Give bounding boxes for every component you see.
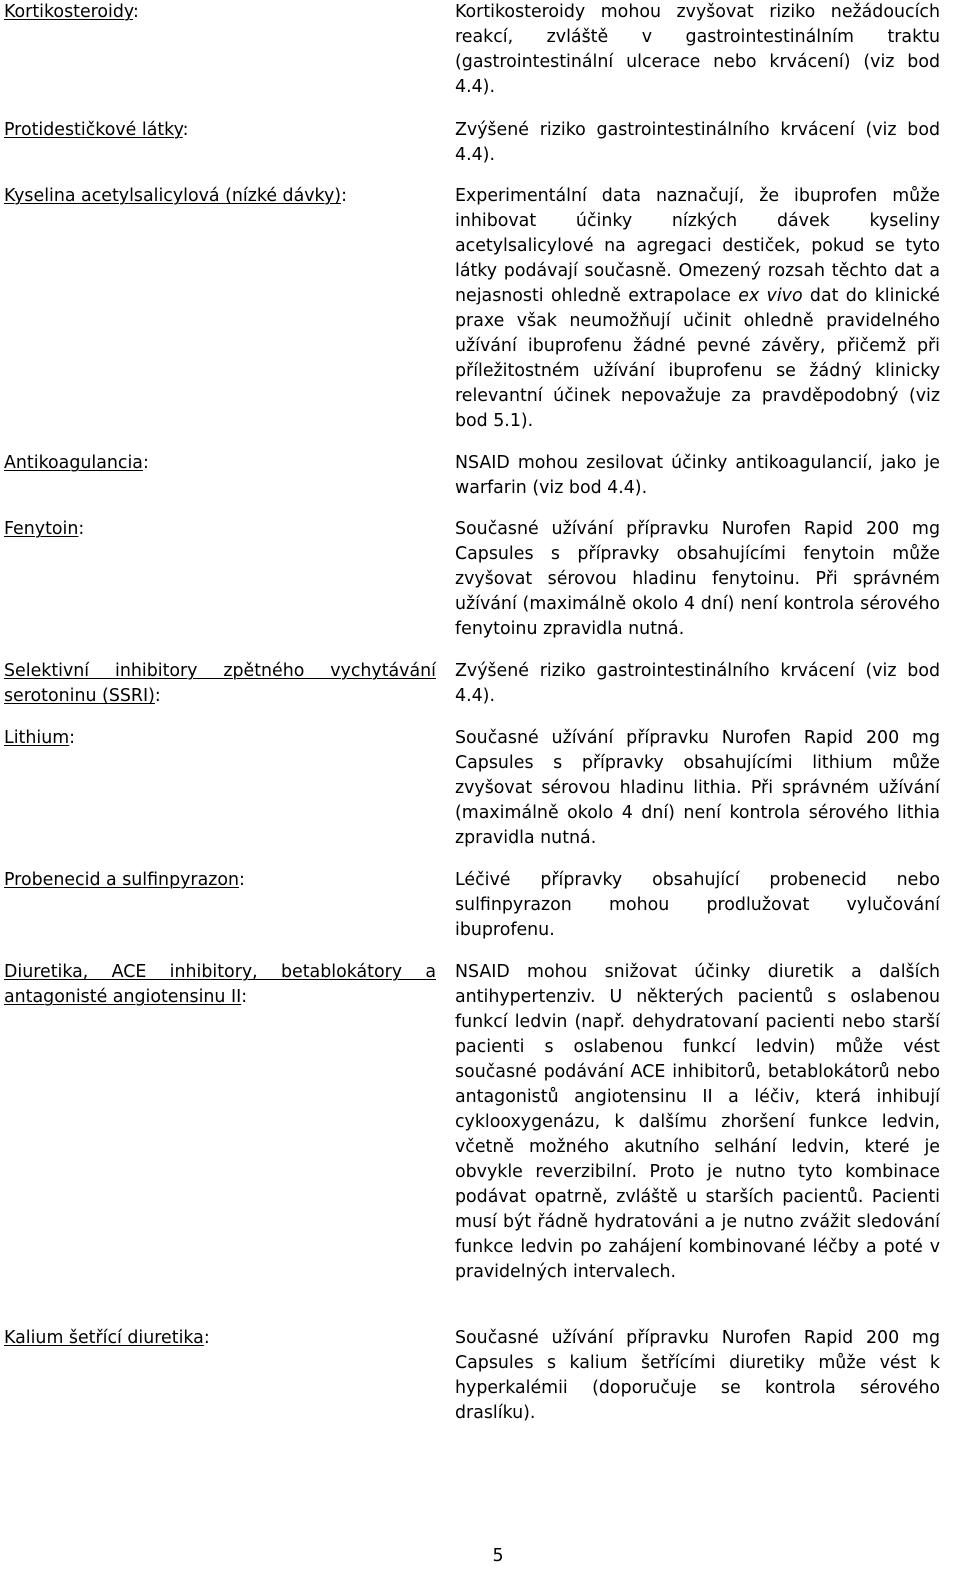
description-text: Současné užívání přípravku Nurofen Rapid 200 mg Capsules s přípravky obsahujícími fenytoin může zvyšovat sérovou hladinu fenytoinu. Při správném užívání (maximálně okolo 4 dní) není kontrola sérového fenytoinu zpravidla nutná. bbox=[455, 519, 940, 639]
description-text: Experimentální data naznačují, že ibuprofen může inhibovat účinky nízkých dávek kyseliny acetylsalicylové na agregaci destiček, pokud se tyto látky podávají současně. Omezený rozsah těchto dat a nejasnosti ohledně extrapolace bbox=[455, 186, 940, 306]
label-text: Kyselina acetylsalicylová (nízké dávky) bbox=[4, 186, 342, 206]
interaction-description bbox=[455, 451, 940, 501]
interaction-label bbox=[4, 960, 436, 1010]
label-text: Antikoagulancia bbox=[4, 453, 143, 473]
interaction-label bbox=[4, 0, 436, 25]
label-colon: : bbox=[203, 1328, 210, 1348]
description-text: NSAID mohou snižovat účinky diuretik a dalších antihypertenziv. U některých pacientů s oslabenou funkcí ledvin (např. dehydratovaní pacienti nebo starší pacienti s oslabenou funkcí ledvin) může vést současné podávání ACE inhibitorů, betablokátorů nebo antagonistů angiotensinu II a léčiv, která inhibují cyklooxygenázu, k dalšímu zhoršení funkce ledvin, včetně možného akutního selhání ledvin, které je obvykle reverzibilní. Proto je nutno tyto kombinace podávat opatrně, zvláště u starších pacientů. Pacienti musí být řádně hydratováni a je nutno zvážit sledování funkce ledvin po zahájení kombinované léčby a poté v pravidelných intervalech. bbox=[455, 962, 940, 1282]
label-text: Protidestičkové látky bbox=[4, 120, 183, 140]
label-text: Fenytoin bbox=[4, 519, 79, 539]
interaction-label bbox=[4, 726, 436, 751]
interaction-description bbox=[455, 659, 940, 709]
label-colon: : bbox=[142, 453, 149, 473]
description-text: Zvýšené riziko gastrointestinálního krvácení (viz bod 4.4). bbox=[455, 661, 940, 706]
description-text: dat do klinické praxe však neumožňují učinit ohledně pravidelného užívání ibuprofenu žádné pevné závěry, přičemž při příležitostném užívání ibuprofenu se žádný klinicky relevantní účinek nepovažuje za pravděpodobný (viz bod 5.1). bbox=[455, 286, 941, 431]
label-colon: : bbox=[341, 186, 347, 206]
label-text: Probenecid a sulfinpyrazon bbox=[4, 870, 240, 890]
interaction-description bbox=[455, 184, 940, 434]
interaction-label bbox=[4, 451, 436, 476]
interaction-label bbox=[4, 184, 436, 209]
interaction-description bbox=[455, 0, 940, 100]
description-text: Zvýšené riziko gastrointestinálního krvácení (viz bod 4.4). bbox=[455, 120, 940, 165]
description-text: Léčivé přípravky obsahující probenecid nebo sulfinpyrazon mohou prodlužovat vylučování ibuprofenu. bbox=[455, 870, 940, 940]
interaction-description bbox=[455, 960, 940, 1285]
interaction-description bbox=[455, 726, 940, 851]
label-text: Kalium šetřící diuretika bbox=[4, 1328, 204, 1348]
label-colon: : bbox=[241, 987, 248, 1007]
page-number: 5 bbox=[492, 1546, 504, 1566]
description-text: Současné užívání přípravku Nurofen Rapid 200 mg Capsules s přípravky obsahujícími lithium může zvyšovat sérovou hladinu lithia. Při správném užívání (maximálně okolo 4 dní) není kontrola sérového lithia zpravidla nutná. bbox=[455, 728, 940, 848]
interaction-label bbox=[4, 868, 436, 893]
label-colon: : bbox=[154, 686, 161, 706]
label-colon: : bbox=[239, 870, 245, 890]
label-text: Kortikosteroidy bbox=[4, 2, 133, 22]
label-text: Selektivní inhibitory zpětného vychytávání serotoninu (SSRI) bbox=[4, 661, 436, 706]
label-text: Lithium bbox=[4, 728, 70, 748]
interaction-description bbox=[455, 118, 940, 168]
label-colon: : bbox=[78, 519, 85, 539]
interaction-description bbox=[455, 868, 940, 943]
description-text: NSAID mohou zesilovat účinky antikoagulancií, jako je warfarin (viz bod 4.4). bbox=[455, 453, 940, 498]
label-text: Diuretika, ACE inhibitory, betablokátory a antagonisté angiotensinu II bbox=[4, 962, 436, 1007]
description-italic-text: ex vivo bbox=[738, 286, 803, 306]
label-colon: : bbox=[182, 120, 189, 140]
interaction-label bbox=[4, 517, 436, 542]
label-colon: : bbox=[132, 2, 139, 22]
interaction-label bbox=[4, 118, 436, 143]
interaction-description bbox=[455, 1326, 940, 1426]
label-colon: : bbox=[69, 728, 76, 748]
interaction-label bbox=[4, 659, 436, 709]
interaction-label bbox=[4, 1326, 436, 1351]
interaction-description bbox=[455, 517, 940, 642]
description-text: Kortikosteroidy mohou zvyšovat riziko nežádoucích reakcí, zvláště v gastrointestinálním traktu (gastrointestinální ulcerace nebo krvácení) (viz bod 4.4). bbox=[455, 2, 940, 97]
description-text: Současné užívání přípravku Nurofen Rapid 200 mg Capsules s kalium šetřícími diuretiky může vést k hyperkalémii (doporučuje se kontrola sérového draslíku). bbox=[455, 1328, 940, 1423]
